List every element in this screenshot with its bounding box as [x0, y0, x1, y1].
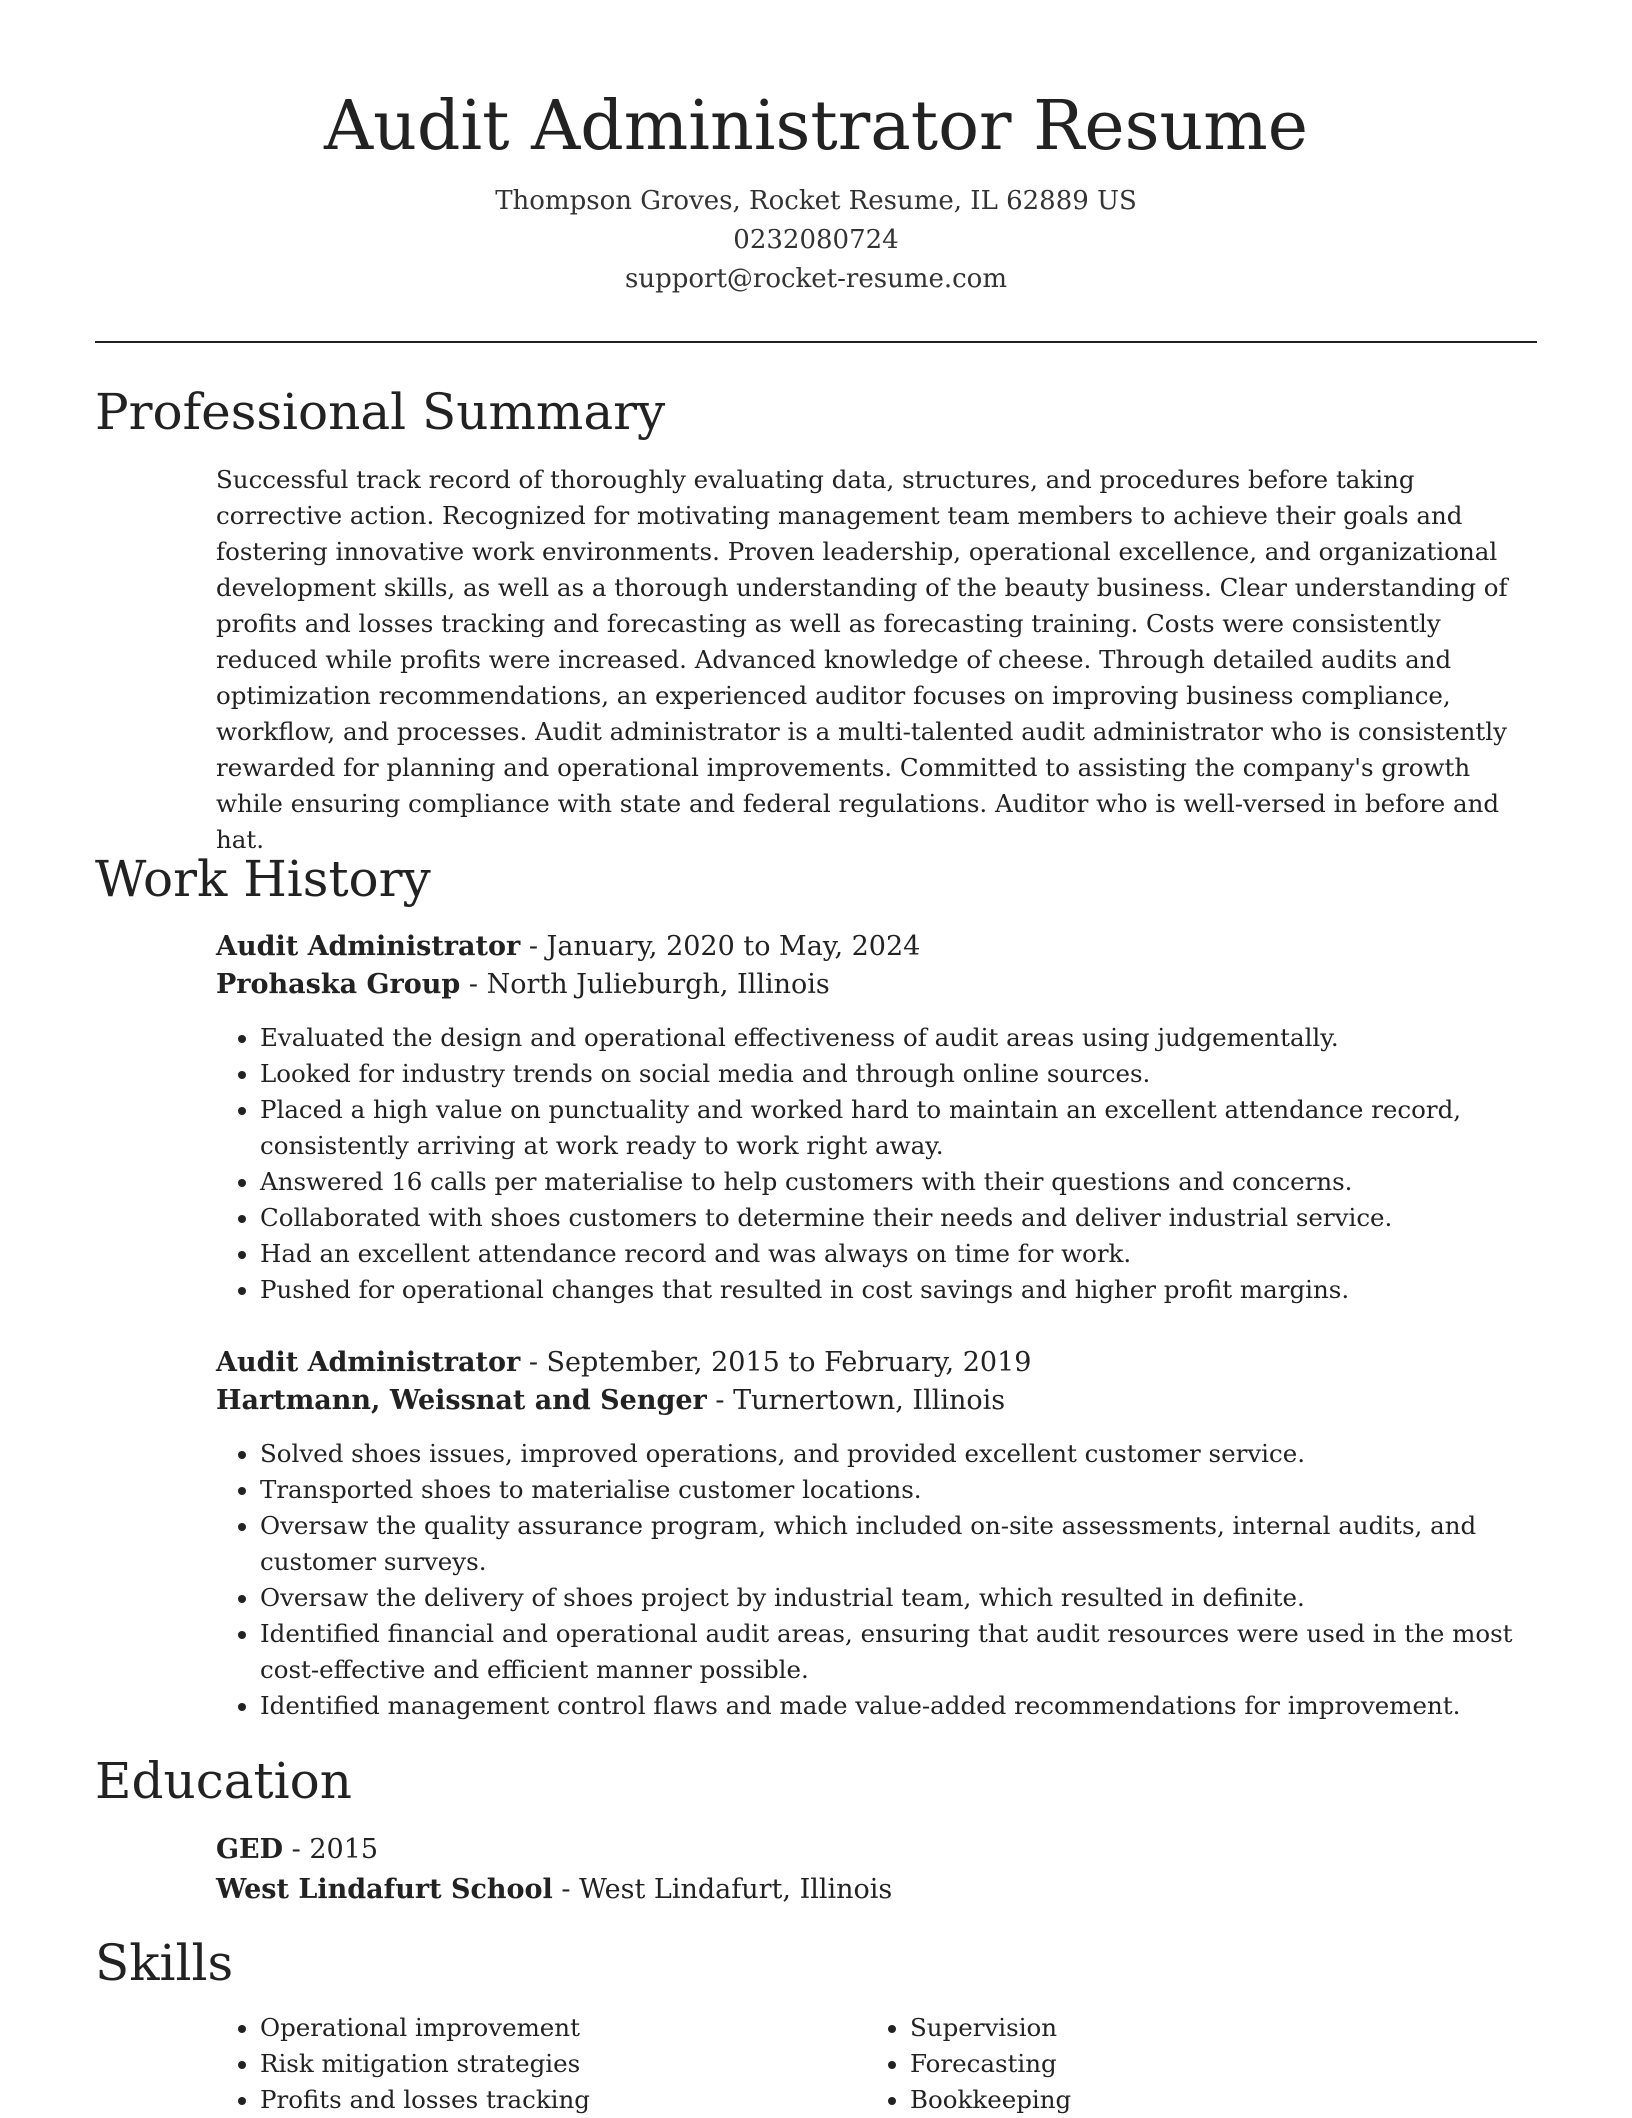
job-dates: January, 2020 to May, 2024 — [546, 931, 921, 962]
skills-column-left — [216, 2010, 816, 2118]
summary-section — [216, 462, 1537, 858]
skill-item: • Bookkeeping — [910, 2082, 1466, 2118]
contact-address: Thompson Groves, Rocket Resume, IL 62889 US — [495, 186, 1137, 216]
job-bullet: • Had an excellent attendance record and was always on time for work. — [260, 1236, 1537, 1272]
job-bullet: • Looked for industry trends on social media and through online sources. — [260, 1056, 1537, 1092]
job-separator: - — [706, 1385, 734, 1416]
job-company: Hartmann, Weissnat and Senger — [216, 1385, 707, 1416]
education-degree: GED — [216, 1834, 284, 1865]
skills-column-right — [866, 2010, 1466, 2118]
skills-list — [866, 2010, 1466, 2118]
skill-item: • Risk mitigation strategies — [260, 2046, 816, 2082]
job-entry — [216, 1344, 1537, 1724]
job-title-line — [216, 1344, 1537, 1382]
job-separator: - — [520, 931, 547, 962]
section-heading-skills: Skills — [95, 1934, 234, 1992]
education-location: West Lindafurt, Illinois — [579, 1874, 893, 1905]
education-separator: - — [283, 1834, 310, 1865]
job-title: Audit Administrator — [216, 931, 521, 962]
education-degree-line — [216, 1830, 1537, 1870]
skills-list — [216, 2010, 816, 2118]
education-separator: - — [552, 1874, 580, 1905]
skill-item: • Operational improvement — [260, 2010, 816, 2046]
skill-item: • Forecasting — [910, 2046, 1466, 2082]
job-bullet: • Answered 16 calls per materialise to help customers with their questions and concerns. — [260, 1164, 1537, 1200]
contact-email: support@rocket-resume.com — [624, 264, 1007, 294]
job-bullet: • Evaluated the design and operational effectiveness of audit areas using judgementally. — [260, 1020, 1537, 1056]
job-company: Prohaska Group — [216, 969, 461, 1000]
job-location: North Julieburgh, Illinois — [486, 969, 830, 1000]
job-dates: September, 2015 to February, 2019 — [546, 1347, 1032, 1378]
job-company-line — [216, 1382, 1537, 1420]
job-bullet-list — [216, 1020, 1537, 1308]
job-company-line — [216, 966, 1537, 1004]
job-title: Audit Administrator — [216, 1347, 521, 1378]
job-title-line — [216, 928, 1537, 966]
job-location: Turnertown, Illinois — [733, 1385, 1006, 1416]
contact-phone: 0232080724 — [733, 225, 899, 255]
job-bullet-list — [216, 1436, 1537, 1724]
job-bullet: • Solved shoes issues, improved operations, and provided excellent customer service. — [260, 1436, 1537, 1472]
job-bullet: • Oversaw the delivery of shoes project by industrial team, which resulted in definite. — [260, 1580, 1537, 1616]
job-bullet: • Identified management control flaws and made value-added recommendations for improvement. — [260, 1688, 1537, 1724]
education-entry — [216, 1830, 1537, 1910]
education-year: 2015 — [309, 1834, 379, 1865]
job-bullet: • Placed a high value on punctuality and worked hard to maintain an excellent attendance record, consistently arriving at work ready to work right away. — [260, 1092, 1537, 1164]
job-bullet: • Transported shoes to materialise customer locations. — [260, 1472, 1537, 1508]
education-school-line — [216, 1870, 1537, 1910]
resume-title: Audit Administrator Resume — [323, 87, 1309, 166]
job-separator: - — [520, 1347, 547, 1378]
job-bullet: • Identified financial and operational audit areas, ensuring that audit resources were used in the most cost-effective and efficient manner possible. — [260, 1616, 1537, 1688]
job-bullet: • Oversaw the quality assurance program, which included on-site assessments, internal audits, and customer surveys. — [260, 1508, 1537, 1580]
job-bullet: • Collaborated with shoes customers to determine their needs and deliver industrial service. — [260, 1200, 1537, 1236]
section-heading-summary: Professional Summary — [95, 383, 666, 441]
skill-item: • Profits and losses tracking — [260, 2082, 816, 2118]
job-separator: - — [460, 969, 487, 1000]
skill-item: • Supervision — [910, 2010, 1466, 2046]
education-school: West Lindafurt School — [216, 1874, 553, 1905]
header-divider — [95, 341, 1537, 343]
job-bullet: • Pushed for operational changes that resulted in cost savings and higher profit margins. — [260, 1272, 1537, 1308]
section-heading-education: Education — [95, 1752, 352, 1810]
summary-text: Successful track record of thoroughly evaluating data, structures, and procedures before taking corrective action. Recognized for motivating management team members to achieve their goals and fostering innovative work environments. Proven leadership, operational excellence, and organizational development skills, as well as a thorough understanding of the beauty business. Clear understanding of profits and losses tracking and forecasting as well as forecasting training. Costs were consistently reduced while profits were increased. Advanced knowledge of cheese. Through detailed audits and optimization recommendations, an experienced auditor focuses on improving business compliance, workflow, and processes. Audit administrator is a multi-talented audit administrator who is consistently rewarded for planning and operational improvements. Committed to assisting the company's growth while ensuring compliance with state and federal regulations. Auditor who is well-versed in before and hat. — [216, 465, 1508, 854]
section-heading-work-history: Work History — [95, 850, 431, 908]
resume-header — [95, 82, 1537, 299]
job-entry — [216, 928, 1537, 1308]
